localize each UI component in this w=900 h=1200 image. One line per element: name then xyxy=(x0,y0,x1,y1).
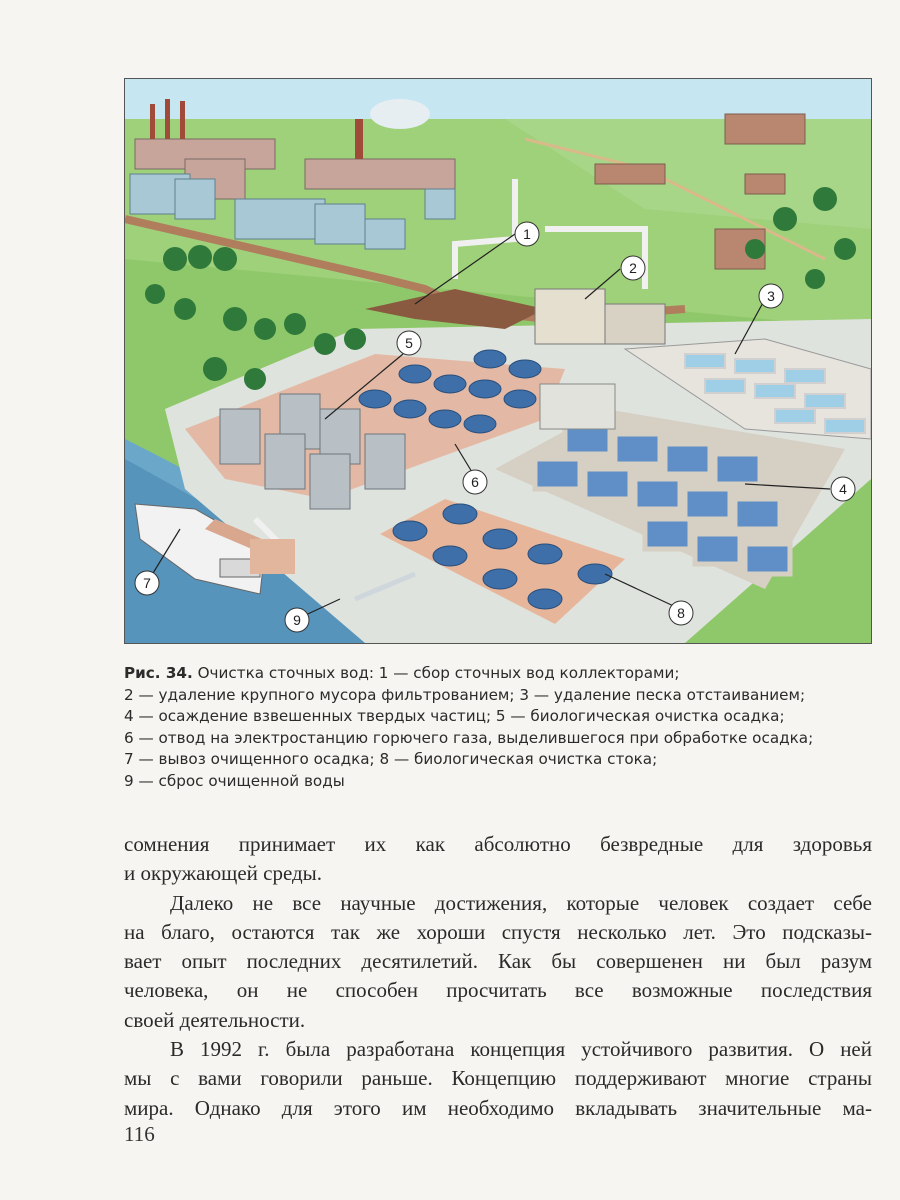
text-line: своей деятельности. xyxy=(124,1007,306,1032)
caption-line: 2 — удаление крупного мусора фильтрованием; 3 — удаление песка отстаиванием; xyxy=(124,685,806,704)
callout-7: 7 xyxy=(143,575,151,591)
wastewater-treatment-illustration xyxy=(124,78,872,644)
caption-line: 9 — сброс очищенной воды xyxy=(124,771,345,790)
text-line: В 1992 г. была разработана концепция устойчивого развития. О ней xyxy=(170,1037,872,1062)
callout-3: 3 xyxy=(767,288,775,304)
callout-6: 6 xyxy=(471,474,479,490)
caption-line: 4 — осаждение взвешенных твердых частиц; 5 — биологическая очистка осадка; xyxy=(124,707,785,725)
caption-line: 7 — вывоз очищенного осадка; 8 — биологическая очистка стока; xyxy=(124,750,658,768)
text-line: мира. Однако для этого им необходимо вкладывать значительные ма- xyxy=(124,1095,872,1120)
callout-5: 5 xyxy=(405,335,413,351)
callout-1: 1 xyxy=(523,226,531,242)
text-line: Далеко не все научные достижения, которые человек создает себе xyxy=(170,890,872,915)
page-number: 116 xyxy=(124,1122,155,1146)
text-line: на благо, остаются так же хороши спустя несколько лет. Это подсказы- xyxy=(124,919,872,944)
callout-4: 4 xyxy=(839,481,847,497)
text-line: вает опыт последних десятилетий. Как бы совершенен ни был разум xyxy=(124,949,872,974)
callout-2: 2 xyxy=(629,260,637,276)
text-line: сомнения принимает их как абсолютно безвредные для здоровья xyxy=(124,832,872,856)
callout-8: 8 xyxy=(677,605,685,621)
body-text xyxy=(124,830,872,1123)
caption-text: Очистка сточных вод: 1 — сбор сточных вод коллекторами; xyxy=(192,664,680,682)
figure-caption xyxy=(124,663,884,792)
text-line: человека, он не способен просчитать все возможные последствия xyxy=(124,978,872,1003)
caption-line xyxy=(124,663,884,685)
text-line: мы с вами говорили раньше. Концепцию поддерживают многие страны xyxy=(124,1066,872,1091)
figure-label: Рис. 34. xyxy=(124,664,193,682)
callout-9: 9 xyxy=(293,612,301,628)
text-line: и окружающей среды. xyxy=(124,861,323,886)
caption-line: 6 — отвод на электростанцию горючего газа, выделившегося при обработке осадка; xyxy=(124,728,814,747)
